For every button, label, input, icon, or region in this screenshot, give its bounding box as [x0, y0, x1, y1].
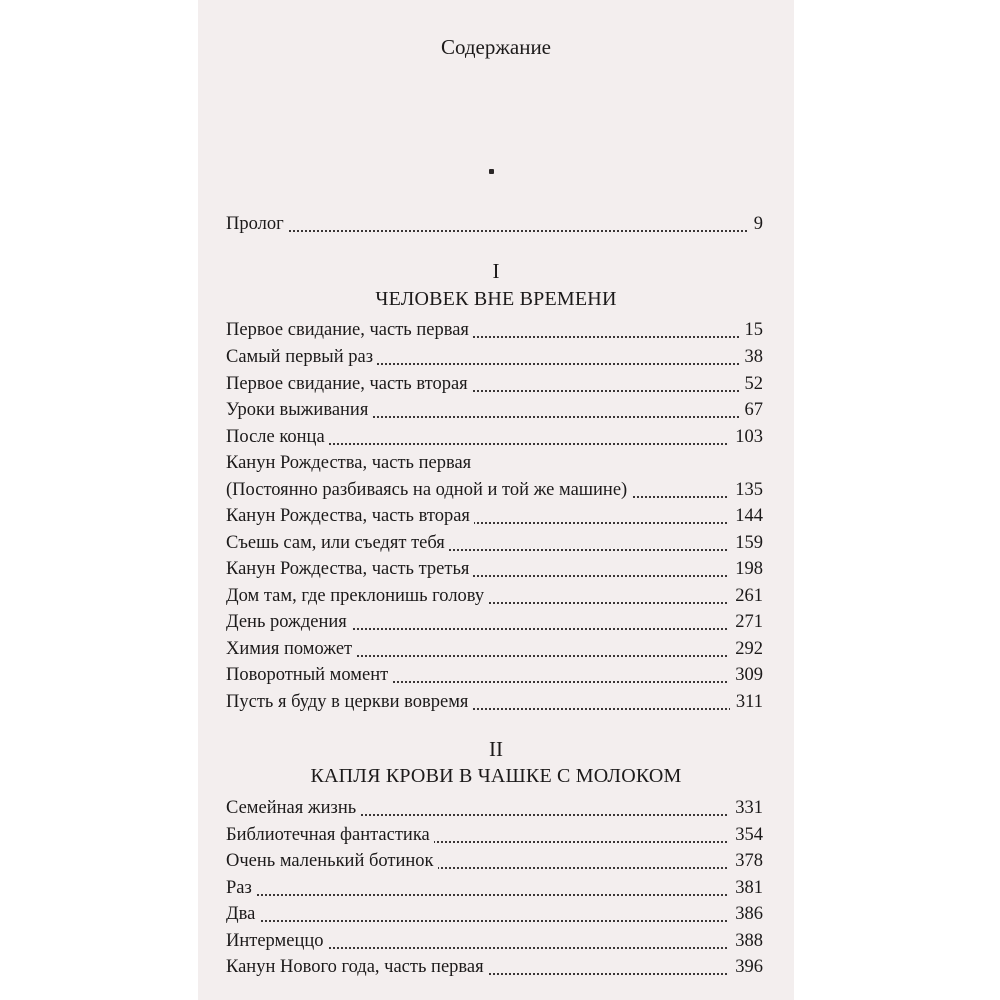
part-title: КАПЛЯ КРОВИ В ЧАШКЕ С МОЛОКОМ: [310, 765, 682, 787]
toc-entry-page: 311: [730, 689, 763, 715]
toc-entry: [226, 609, 763, 635]
toc-entry-title: Дом там, где преклонишь голову: [226, 586, 488, 606]
toc-entry: [226, 530, 763, 556]
toc-entry: [226, 689, 763, 715]
toc-entry-page: 135: [729, 477, 763, 503]
toc-entry: [226, 556, 763, 582]
toc-entry: [226, 344, 763, 370]
toc-entry: [226, 875, 763, 901]
toc-entry-title: Канун Рождества, часть вторая: [226, 506, 474, 526]
toc-entry-title: Пусть я буду в церкви вовремя: [226, 692, 472, 712]
toc-entry-page: 331: [729, 795, 763, 821]
toc-entry-title: Первое свидание, часть вторая: [226, 374, 472, 394]
ornament-mark: [489, 169, 494, 174]
toc-entry-title: Самый первый раз: [226, 347, 377, 367]
toc-entry-page: 396: [729, 954, 763, 980]
toc-entry: [226, 954, 763, 980]
toc-entry-page: 309: [729, 662, 763, 688]
toc-entry: [226, 477, 763, 503]
toc-entry: [226, 583, 763, 609]
toc-entry-title: Уроки выживания: [226, 400, 372, 420]
toc-entry-title: Канун Нового года, часть первая: [226, 957, 488, 977]
toc-entry-title: Библиотечная фантастика: [226, 825, 434, 845]
toc-entry-page: 15: [739, 317, 764, 343]
part-number: I: [492, 259, 500, 283]
dot-leader: [226, 920, 763, 922]
part-number: II: [489, 737, 503, 761]
dot-leader: [226, 230, 763, 232]
toc-entry: [226, 636, 763, 662]
toc-entry: [226, 371, 763, 397]
toc-entry-page: 198: [729, 556, 763, 582]
toc-entry-title: Химия поможет: [226, 639, 356, 659]
toc-entry-page: 67: [739, 397, 764, 423]
toc-entry-title: Съешь сам, или съедят тебя: [226, 533, 449, 553]
part-title: ЧЕЛОВЕК ВНЕ ВРЕМЕНИ: [375, 288, 617, 310]
toc-entry: [226, 848, 763, 874]
toc-entry-page: 38: [739, 344, 764, 370]
toc-entry-page: 271: [729, 609, 763, 635]
toc-entry: [226, 397, 763, 423]
toc-entry-page: 354: [729, 822, 763, 848]
toc-entry-title: Канун Рождества, часть первая: [226, 453, 475, 473]
toc-entry-prologue: [226, 211, 763, 237]
toc-entry-page: 144: [729, 503, 763, 529]
book-page: [198, 0, 794, 1000]
toc-entry-page: 9: [748, 211, 763, 237]
toc-entry-title: (Постоянно разбиваясь на одной и той же машине): [226, 480, 631, 500]
toc-entry-title: День рождения: [226, 612, 351, 632]
toc-entry: [226, 503, 763, 529]
toc-entry-title: Два: [226, 904, 259, 924]
toc-entry: [226, 662, 763, 688]
toc-entry-page: 386: [729, 901, 763, 927]
toc-entry-title: Семейная жизнь: [226, 798, 360, 818]
toc-entry-page: 292: [729, 636, 763, 662]
toc-entry-title: Поворотный момент: [226, 665, 392, 685]
toc-entry-title: Раз: [226, 878, 256, 898]
toc-entry-page: 52: [739, 371, 764, 397]
toc-entry: [226, 450, 763, 476]
toc-entry-title: Пролог: [226, 214, 288, 234]
toc-entry-page: 103: [729, 424, 763, 450]
toc-entry-title: Первое свидание, часть первая: [226, 320, 473, 340]
toc-entry-page: 381: [729, 875, 763, 901]
toc-entry-title: После конца: [226, 427, 329, 447]
toc-entry: [226, 901, 763, 927]
toc-entry-title: Интермеццо: [226, 931, 328, 951]
toc-entry-page: 159: [729, 530, 763, 556]
dot-leader: [226, 894, 763, 896]
toc-entry: [226, 317, 763, 343]
toc-entry-title: Очень маленький ботинок: [226, 851, 438, 871]
toc-entry: [226, 822, 763, 848]
toc-entry-title: Канун Рождества, часть третья: [226, 559, 473, 579]
toc-entry-page: 388: [729, 928, 763, 954]
page-title: Содержание: [440, 35, 552, 59]
toc-entry-page: 261: [729, 583, 763, 609]
toc-entry: [226, 928, 763, 954]
toc-entry-page: 378: [729, 848, 763, 874]
toc-entry: [226, 424, 763, 450]
toc-entry: [226, 795, 763, 821]
